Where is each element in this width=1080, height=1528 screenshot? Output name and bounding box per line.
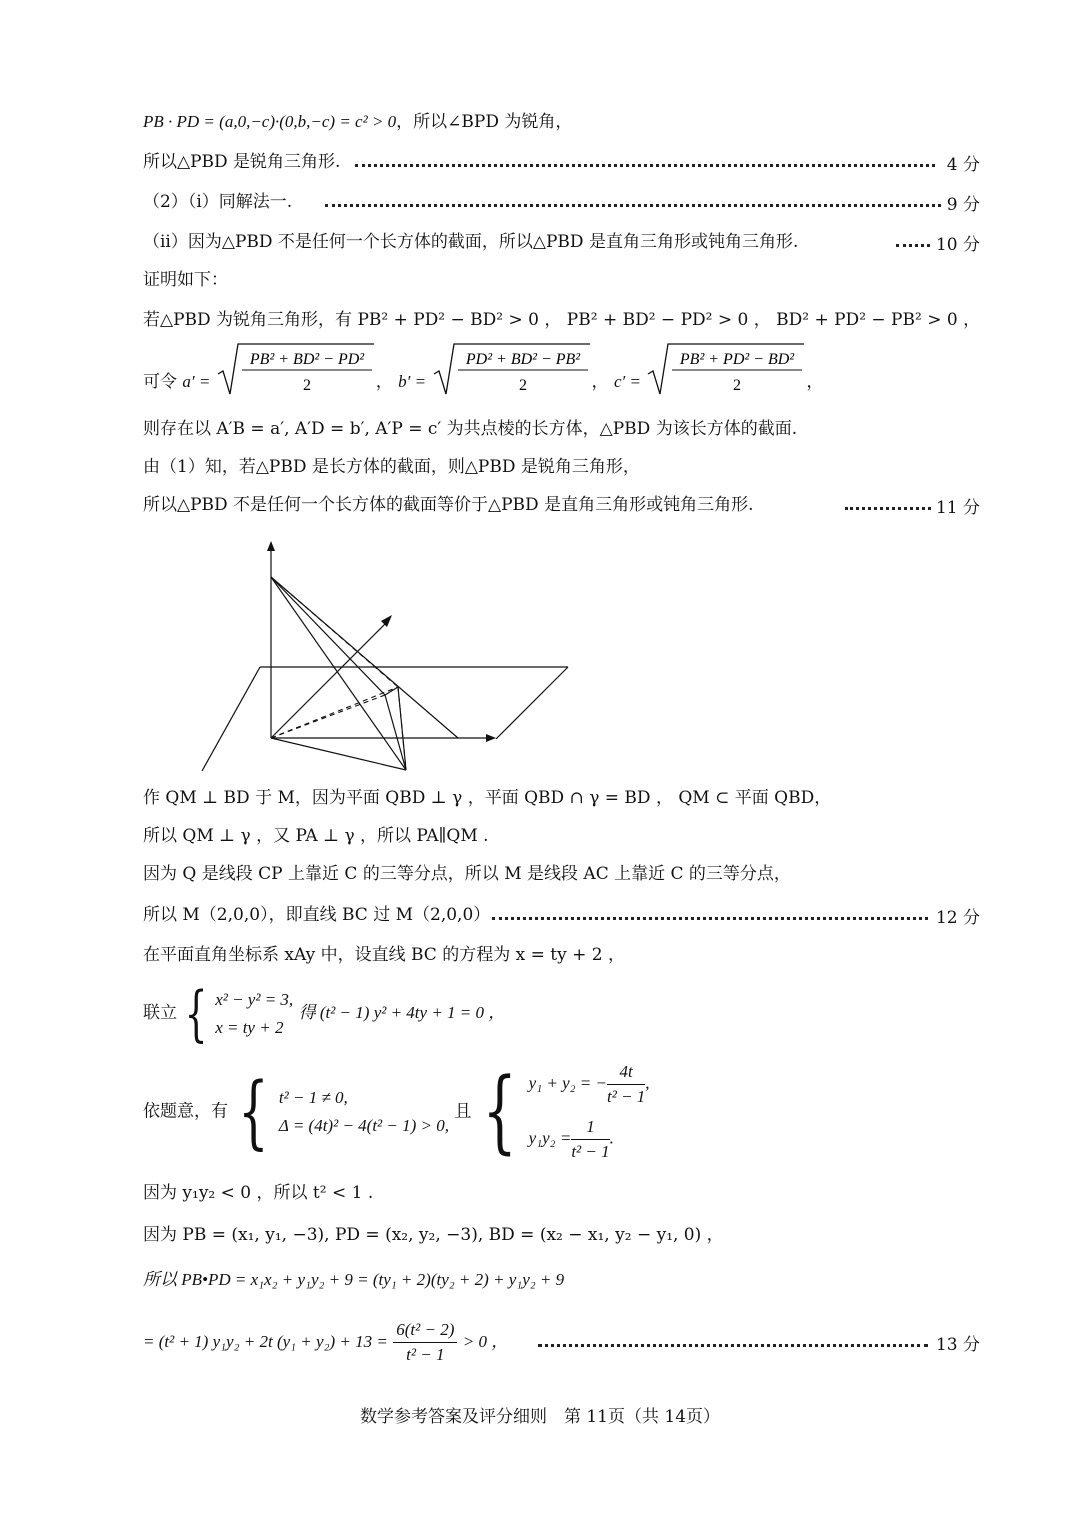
line-text: 所以△PBD 是锐角三角形. bbox=[143, 152, 341, 172]
sqrt-sign-icon bbox=[646, 342, 806, 398]
denominator: t² − 1 bbox=[571, 1142, 610, 1161]
left-brace-icon: { bbox=[482, 1059, 518, 1164]
score-label: 12 分 bbox=[935, 908, 980, 928]
line-text: 所以 QM ⊥ γ ，又 PA ⊥ γ ，所以 PA∥QM . bbox=[143, 826, 489, 846]
line-part2-i bbox=[143, 190, 292, 214]
left-brace-icon: { bbox=[184, 978, 208, 1049]
line-proof-intro bbox=[143, 268, 228, 292]
line-acute-triangle bbox=[143, 150, 340, 174]
line-final-expression bbox=[143, 1314, 508, 1370]
leader-dots bbox=[355, 164, 935, 167]
line-vectors bbox=[143, 1223, 724, 1247]
line-text: 在平面直角坐标系 xAy 中，设直线 BC 的方程为 x = ty + 2 ， bbox=[143, 945, 625, 965]
line-inequalities bbox=[143, 308, 980, 332]
line-text: 证明如下： bbox=[143, 270, 228, 290]
y-axis-arrow-icon bbox=[381, 615, 392, 627]
vector-expression: PB · PD = (a,0,−c)·(0,b,−c) = c² > 0 bbox=[143, 112, 397, 131]
line-text: 因为 y₁y₂ < 0 ，所以 t² < 1 . bbox=[143, 1183, 374, 1203]
line-sqrt-definitions: 可令 a′ = PB² + BD² − PD² 2 ， b′ = PD² + BD² − PB² 2 ， c′ = PB² + PD² − BD² 2 ， bbox=[143, 342, 823, 402]
final-fraction bbox=[393, 1318, 457, 1367]
left-brace-icon: { bbox=[238, 1065, 269, 1158]
numerator: 6(t² − 2) bbox=[393, 1318, 457, 1343]
line-trisection bbox=[143, 862, 791, 886]
a-prime-label: a′ = bbox=[182, 372, 211, 391]
page-footer: 数学参考答案及评分细则 第 11页（共 14页） bbox=[359, 1407, 721, 1427]
vieta-system: y₁ + y₂ = − $\frac{4t}{\text{t² − 1}}$ , y₁y₂ = $\frac{1}{\text{t² − 1}}$ . bbox=[529, 1060, 650, 1164]
sqrt-a bbox=[216, 342, 376, 423]
line-cuboid-exists bbox=[143, 417, 797, 441]
equation-2: x = ty + 2 bbox=[215, 1017, 284, 1037]
line-text: 所以 M（2,0,0），即直线 BC 过 M（2,0,0）. bbox=[143, 905, 496, 925]
line-system-1 bbox=[143, 978, 506, 1049]
conjunction: 且 bbox=[454, 1101, 472, 1122]
line-part2-ii bbox=[143, 230, 798, 254]
expression: = (t² + 1) y₁y₂ + 2t (y₁ + y₂) + 13 = bbox=[143, 1332, 388, 1351]
score-label: 4 分 bbox=[946, 155, 980, 175]
sqrt-c bbox=[646, 342, 806, 423]
condition-1: t² − 1 ≠ 0, bbox=[278, 1088, 348, 1107]
plane-edge bbox=[202, 667, 260, 771]
line-text: （2）（i）同解法一. bbox=[143, 192, 293, 212]
numerator: 4t bbox=[607, 1060, 645, 1085]
score-label: 10 分 bbox=[935, 235, 980, 255]
line-product-negative bbox=[143, 1181, 373, 1205]
sqrt-a-numerator: PB² + BD² − PD² bbox=[249, 351, 364, 368]
line-text: （ii）因为△PBD 不是任何一个长方体的截面，所以△PBD 是直角三角形或钝角三角形. bbox=[143, 232, 799, 252]
sqrt-a-denominator: 2 bbox=[302, 377, 311, 394]
line-tail: ，所以∠BPD 为锐角， bbox=[396, 112, 573, 132]
line-prefix: 依题意，有 bbox=[143, 1101, 228, 1122]
sqrt-b bbox=[432, 342, 592, 423]
vieta-sum-fraction bbox=[607, 1060, 645, 1109]
score-label: 13 分 bbox=[935, 1335, 980, 1355]
score-label: 9 分 bbox=[946, 195, 980, 215]
sqrt-sign-icon bbox=[432, 342, 592, 398]
sqrt-b-numerator: PD² + BD² − PB² bbox=[465, 351, 580, 368]
line-point-M bbox=[143, 903, 496, 927]
vieta-sum-left: y₁ + y₂ = − bbox=[528, 1073, 607, 1093]
b-prime-label: b′ = bbox=[398, 372, 427, 391]
leader-dots bbox=[538, 1344, 928, 1347]
line-dot-product bbox=[143, 1268, 564, 1292]
leader-dots bbox=[492, 917, 928, 920]
result-equation: 得 (t² − 1) y² + 4ty + 1 = 0 ， bbox=[298, 1003, 506, 1022]
sqrt-c-numerator: PB² + PD² − BD² bbox=[680, 351, 795, 368]
line-text: 则存在以 A′B = a′, A′D = b′, A′P = c′ 为共点棱的长方体，△PBD 为该长方体的截面. bbox=[143, 419, 798, 439]
line-coordinate-system bbox=[143, 943, 625, 967]
line-equivalence bbox=[143, 493, 753, 517]
condition-2: Δ = (4t)² − 4(t² − 1) > 0, bbox=[278, 1116, 449, 1135]
line-system-2 bbox=[143, 1059, 650, 1164]
vieta-product-left: y₁y₂ = bbox=[528, 1128, 572, 1148]
equation-1: x² − y² = 3, bbox=[215, 989, 294, 1009]
edge-AB bbox=[271, 738, 406, 770]
line-perpendicular bbox=[143, 786, 831, 810]
edge-PQ bbox=[271, 577, 385, 695]
line-text: 所以 PB•PD = x₁x₂ + y₁y₂ + 9 = (ty₁ + 2)(ty₂ + 2) + y₁y₂ + 9 bbox=[143, 1270, 565, 1289]
line-prefix: 联立 bbox=[143, 1003, 177, 1023]
inequality-tail: > 0 ， bbox=[462, 1332, 509, 1351]
line-prefix: 可令 bbox=[143, 372, 177, 392]
sqrt-c-denominator: 2 bbox=[733, 377, 742, 394]
edge-QD bbox=[385, 687, 398, 695]
edge-PB bbox=[271, 577, 406, 770]
x-axis-arrow-icon bbox=[486, 734, 496, 742]
z-axis-arrow-icon bbox=[267, 541, 275, 551]
denominator: t² − 1 bbox=[406, 1345, 445, 1364]
condition-system bbox=[279, 1084, 449, 1140]
leader-dots bbox=[845, 507, 931, 510]
sqrt-b-denominator: 2 bbox=[518, 377, 527, 394]
line-text: 因为 PB = (x₁, y₁, −3), PD = (x₂, y₂, −3), BD = (x₂ − x₁, y₂ − y₁, 0) ， bbox=[143, 1225, 724, 1245]
line-text: 若△PBD 为锐角三角形，有 PB² + PD² − BD² > 0 ， PB² + BD² − PD² > 0 ， BD² + PD² − PB² > 0 ， bbox=[143, 310, 981, 330]
line-text: 因为 Q 是线段 CP 上靠近 C 的三等分点，所以 M 是线段 AC 上靠近 C 的三等分点， bbox=[143, 864, 791, 884]
vieta-product-fraction bbox=[571, 1115, 609, 1164]
leader-dots bbox=[325, 204, 941, 207]
score-label: 11 分 bbox=[935, 498, 980, 518]
plane-edge bbox=[496, 667, 568, 739]
equation-system bbox=[215, 986, 293, 1042]
leader-dots bbox=[896, 244, 930, 247]
line-from-part1 bbox=[143, 455, 640, 479]
denominator: t² − 1 bbox=[607, 1087, 646, 1106]
line-text: 作 QM ⊥ BD 于 M，因为平面 QBD ⊥ γ ，平面 QBD ∩ γ = BD ， QM ⊂ 平面 QBD， bbox=[143, 788, 832, 808]
line-parallel bbox=[143, 824, 489, 848]
line-vector-dot-product bbox=[143, 110, 572, 134]
numerator: 1 bbox=[571, 1115, 609, 1140]
geometry-figure bbox=[200, 535, 580, 780]
line-text: 由（1）知，若△PBD 是长方体的截面，则△PBD 是锐角三角形， bbox=[143, 457, 640, 477]
c-prime-label: c′ = bbox=[613, 372, 641, 391]
sqrt-sign-icon bbox=[216, 342, 376, 398]
line-text: 所以△PBD 不是任何一个长方体的截面等价于△PBD 是直角三角形或钝角三角形. bbox=[143, 495, 754, 515]
